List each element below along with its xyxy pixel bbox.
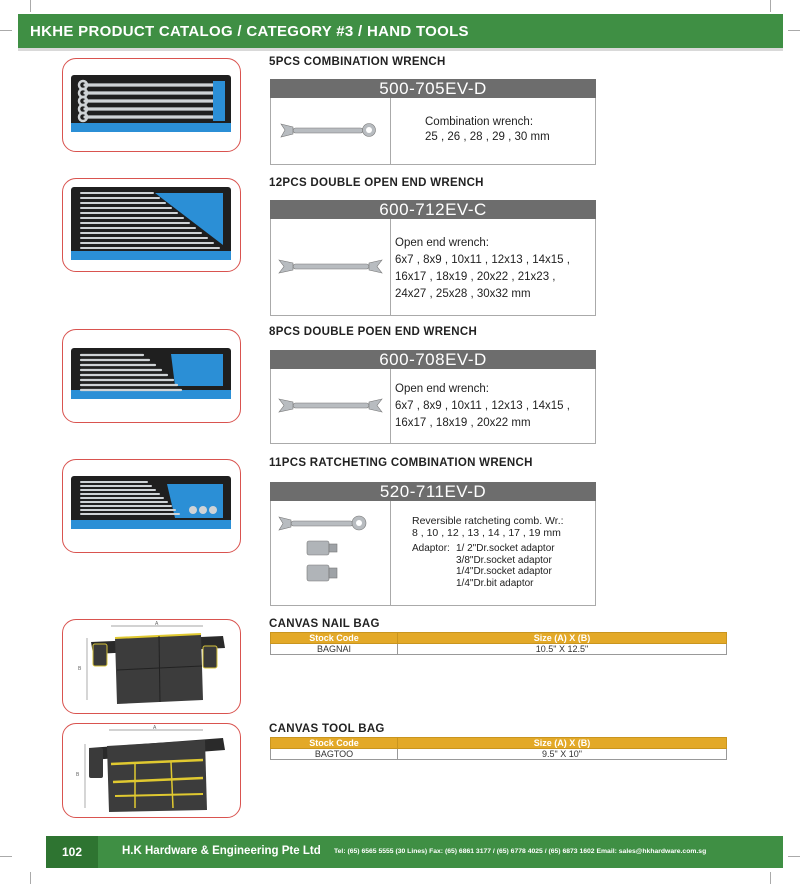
dimension-label-b: B <box>76 772 80 778</box>
section-title: CANVAS NAIL BAG <box>269 618 380 630</box>
product-photo-8pcs-tray <box>62 329 241 423</box>
stock-code-cell: BAGTOO <box>271 749 398 760</box>
section-title: 5PCS COMBINATION WRENCH <box>269 56 446 68</box>
tool-bag-table <box>270 737 727 760</box>
product-photo-11pcs-tray <box>62 459 241 553</box>
contact-info: Tel: (65) 6565 5555 (30 Lines) Fax: (65) 6861 3177 / (65) 6778 4025 / (65) 6873 1602 Email: sales@hkhardware.com.sg <box>334 848 707 855</box>
page-number: 102 <box>46 836 98 868</box>
spec-line: Combination wrench: <box>425 116 534 128</box>
spec-box <box>270 369 596 444</box>
adaptor-item: 1/ 2"Dr.socket adaptor <box>456 543 555 554</box>
adaptor-item: 3/8"Dr.socket adaptor <box>456 554 552 566</box>
stock-code-cell: BAGNAI <box>271 644 398 655</box>
spec-box <box>270 219 596 316</box>
crop-mark <box>770 0 771 12</box>
section-title: 12PCS DOUBLE OPEN END WRENCH <box>269 177 484 189</box>
section-title: 11PCS RATCHETING COMBINATION WRENCH <box>269 457 533 469</box>
adaptor-label: Adaptor: <box>412 543 450 554</box>
column-header-size: Size (A) X (B) <box>398 633 727 644</box>
product-photo-12pcs-tray <box>62 178 241 272</box>
dimension-label-b: B <box>78 666 82 672</box>
crop-mark <box>0 30 12 31</box>
table-row <box>271 644 727 655</box>
crop-mark <box>770 872 771 884</box>
table-row <box>271 749 727 760</box>
product-photo-5pcs-tray <box>62 58 241 152</box>
product-code-bar: 500-705EV-D <box>270 79 596 98</box>
spec-line: 6x7 , 8x9 , 10x11 , 12x13 , 14x15 , <box>395 254 570 266</box>
product-code-bar: 520-711EV-D <box>270 482 596 501</box>
product-code-bar: 600-712EV-C <box>270 200 596 219</box>
company-name: H.K Hardware & Engineering Pte Ltd <box>122 845 321 857</box>
dimension-label-a: A <box>155 621 159 627</box>
table-header-row <box>271 633 727 644</box>
page-title: HKHE PRODUCT CATALOG / CATEGORY #3 / HAND TOOLS <box>30 23 469 40</box>
adaptor-item: 1/4"Dr.bit adaptor <box>456 577 534 589</box>
spec-line: Open end wrench: <box>395 383 489 395</box>
page-header <box>18 14 783 51</box>
adaptor-list <box>456 543 591 589</box>
crop-mark <box>788 856 800 857</box>
spec-line: 16x17 , 18x19 , 20x22 , 21x23 , <box>395 271 556 283</box>
adaptor-item: 1/4"Dr.socket adaptor <box>456 566 552 577</box>
page-footer <box>46 836 783 868</box>
crop-mark <box>0 856 12 857</box>
crop-mark <box>30 872 31 884</box>
spec-line: 8 , 10 , 12 , 13 , 14 , 17 , 19 mm <box>412 527 561 539</box>
spec-line: Open end wrench: <box>395 237 489 249</box>
wrench-image <box>271 219 391 315</box>
spec-box <box>270 501 596 606</box>
spec-text <box>425 115 591 145</box>
product-code-bar: 600-708EV-D <box>270 350 596 369</box>
spec-line: 16x17 , 18x19 , 20x22 mm <box>395 417 531 429</box>
spec-box <box>270 98 596 165</box>
column-header-size: Size (A) X (B) <box>398 738 727 749</box>
product-photo-tool-bag <box>62 723 241 818</box>
table-header-row <box>271 738 727 749</box>
spec-line: Reversible ratcheting comb. Wr.: <box>412 515 564 527</box>
size-cell: 10.5" X 12.5" <box>398 644 727 655</box>
section-title: 8PCS DOUBLE POEN END WRENCH <box>269 326 478 338</box>
dimension-label-a: A <box>153 725 157 731</box>
column-header-stock-code: Stock Code <box>271 633 398 644</box>
spec-text <box>395 381 591 432</box>
size-cell: 9.5" X 10" <box>398 749 727 760</box>
spec-line: 24x27 , 25x28 , 30x32 mm <box>395 288 531 300</box>
spec-line: 6x7 , 8x9 , 10x11 , 12x13 , 14x15 , <box>395 400 570 412</box>
spec-text <box>412 515 591 539</box>
product-photo-nail-bag <box>62 619 241 714</box>
column-header-stock-code: Stock Code <box>271 738 398 749</box>
spec-text <box>395 235 591 303</box>
ratchet-and-adaptors-image <box>271 501 391 605</box>
crop-mark <box>788 30 800 31</box>
wrench-image <box>271 369 391 443</box>
section-title: CANVAS TOOL BAG <box>269 723 385 735</box>
nail-bag-table <box>270 632 727 655</box>
wrench-image <box>271 98 391 164</box>
crop-mark <box>30 0 31 12</box>
spec-line: 25 , 26 , 28 , 29 , 30 mm <box>425 131 550 143</box>
